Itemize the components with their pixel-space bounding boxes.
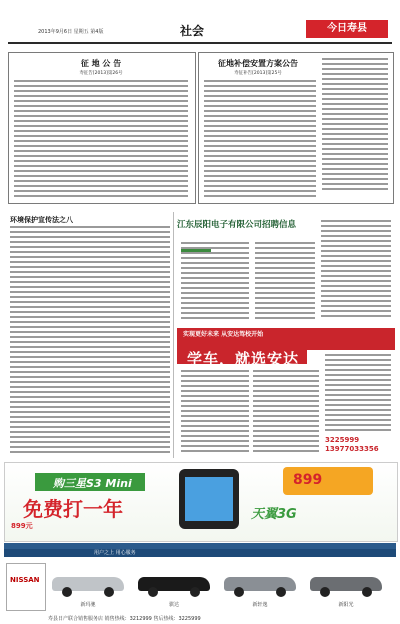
recruit-title: 江东辰阳电子有限公司招聘信息 [177,220,297,230]
car-ad-band [4,549,396,557]
recruit-body-2 [255,242,315,322]
land-notice-title: 征 地 公 告 [80,59,122,68]
car-1-wheel [104,587,114,597]
school-phone-1: 3225999 [325,436,360,444]
car-1-wheel [62,587,72,597]
compensation-notice-body-2 [322,58,388,193]
issue-date: 2013年9月6日 星期五 第4版 [38,29,104,35]
nissan-logo-text: NISSAN [10,576,40,584]
car-1-label: 新玛驰 [80,602,96,608]
car-ad-slogan: 用户之上 用心服务 [94,550,136,556]
recruit-body-1 [181,242,249,322]
column-divider [173,212,174,458]
car-ad [4,543,396,624]
recruit-body-3 [321,220,391,320]
car-3 [224,571,296,608]
mobile-brand: 天翼3G [251,507,297,522]
car-2 [138,571,210,608]
school-big-band [177,338,307,368]
article-title: 环境保护宣传法之八 [10,216,73,224]
price-tag [283,467,373,495]
mobile-ad [4,462,398,542]
compensation-notice-number: 寿征补告[2013]第25号 [234,71,282,76]
mobile-ad-headline: 免费打一年 [23,497,123,521]
nissan-logo [6,563,46,611]
price-tag-value: 899 [293,472,323,488]
school-headline: 学车，就选安达 [187,350,300,368]
car-4-label: 新阳光 [338,602,354,608]
school-body-1 [181,370,249,455]
car-3-label: 新轩逸 [252,602,268,608]
paper-logo: 今日寿县 [306,20,388,38]
car-4-wheel [320,587,330,597]
phone-screen [185,477,233,521]
driving-school-ad [177,328,395,458]
school-body-3 [325,354,391,434]
mobile-ad-price: 899元 [11,522,33,530]
page-header [8,20,392,44]
school-body-2 [253,370,319,455]
car-ad-footer: 寿县日产联合销售服务店 销售热线：3212999 售后热线：3225999 [48,616,201,622]
phone-image [179,469,239,529]
car-2-wheel [190,587,200,597]
school-phone-2: 13977033356 [325,445,379,453]
article-body [10,226,170,456]
section-title: 社会 [180,24,205,38]
school-slogan: 实现更好未来 从安达驾校开始 [183,331,264,338]
car-2-label: 骐达 [168,602,179,608]
car-1 [52,571,124,608]
land-notice-number: 寿征告[2013]第26号 [79,71,123,76]
car-4 [310,571,382,608]
car-3-wheel [276,587,286,597]
recruit-ad [177,218,395,323]
mobile-ad-bar [35,473,145,491]
school-phone [325,436,379,454]
mobile-ad-model: 购三星S3 Mini [53,477,132,490]
car-2-wheel [148,587,158,597]
car-4-wheel [362,587,372,597]
car-3-wheel [234,587,244,597]
land-notice-body [14,80,188,200]
compensation-notice-body [204,80,316,200]
compensation-notice-title: 征地补偿安置方案公告 [218,59,298,68]
